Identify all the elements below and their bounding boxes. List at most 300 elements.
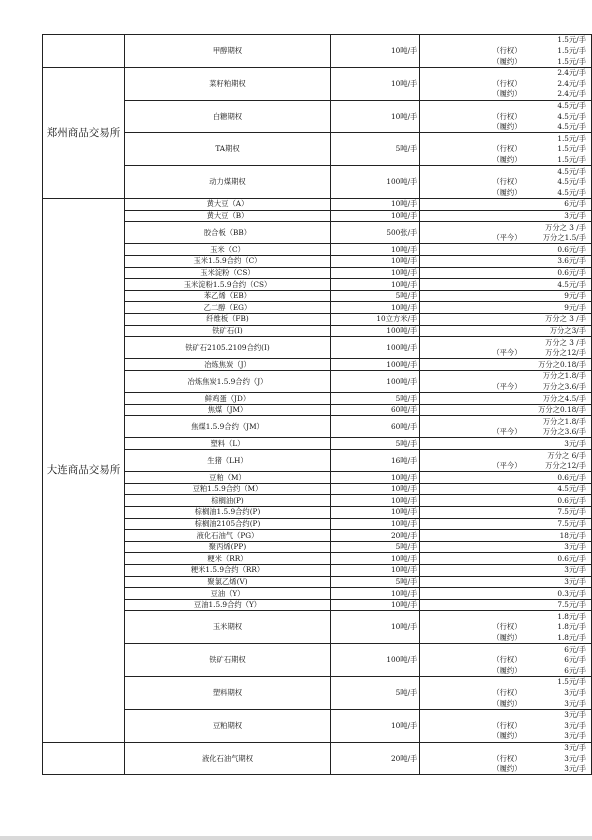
fee-line bbox=[422, 611, 589, 622]
table-row bbox=[43, 416, 592, 438]
fee-cell bbox=[420, 222, 592, 244]
product-name: 豆粕1.5.9合约（M） bbox=[124, 483, 330, 495]
contract-unit: 10吨/手 bbox=[331, 495, 420, 507]
table-row bbox=[43, 210, 592, 222]
fee-line bbox=[422, 211, 589, 222]
fee-qualifier: （行权） bbox=[492, 46, 522, 56]
contract-unit: 100吨/手 bbox=[331, 337, 420, 359]
fee-value: 1.5元/手 bbox=[557, 677, 586, 687]
fee-cell bbox=[420, 576, 592, 588]
fee-value: 3元/手 bbox=[564, 710, 586, 720]
table-row bbox=[43, 588, 592, 600]
table-row bbox=[43, 255, 592, 267]
fee-cell bbox=[420, 541, 592, 553]
fee-line bbox=[422, 111, 589, 122]
fee-value: 万分之3.6/手 bbox=[542, 427, 586, 437]
fee-cell bbox=[420, 100, 592, 133]
fee-line bbox=[422, 35, 589, 46]
product-name: 聚氯乙烯(V) bbox=[124, 576, 330, 588]
fee-qualifier: （平今） bbox=[492, 461, 522, 471]
contract-unit: 10吨/手 bbox=[331, 709, 420, 742]
fee-line bbox=[422, 622, 589, 633]
fee-value: 万分之0.18/手 bbox=[538, 359, 586, 369]
fee-cell bbox=[420, 244, 592, 256]
fee-value: 6元/手 bbox=[564, 644, 586, 654]
fee-qualifier: （行权） bbox=[492, 753, 522, 763]
contract-unit: 5吨/手 bbox=[331, 393, 420, 405]
table-row bbox=[43, 302, 592, 314]
fee-value: 18元/手 bbox=[559, 530, 586, 540]
fee-value: 4.5元/手 bbox=[557, 122, 586, 132]
contract-unit: 10吨/手 bbox=[331, 279, 420, 291]
fee-cell bbox=[420, 495, 592, 507]
fee-line bbox=[422, 427, 589, 438]
product-name: TA期权 bbox=[124, 133, 330, 166]
fee-line bbox=[422, 291, 589, 302]
fee-value: 3元/手 bbox=[564, 753, 586, 763]
table-row bbox=[43, 100, 592, 133]
table-row bbox=[43, 450, 592, 472]
fee-cell bbox=[420, 325, 592, 337]
fee-value: 万分之1.8/手 bbox=[542, 371, 586, 381]
fee-cell bbox=[420, 67, 592, 100]
fee-cell bbox=[420, 588, 592, 600]
fee-value: 3元/手 bbox=[564, 743, 586, 753]
table-row bbox=[43, 404, 592, 416]
contract-unit: 10吨/手 bbox=[331, 100, 420, 133]
table-row bbox=[43, 359, 592, 371]
product-name: 棕榈油1.5.9合约(P) bbox=[124, 507, 330, 519]
contract-unit: 10吨/手 bbox=[331, 255, 420, 267]
product-name: 豆粕（M） bbox=[124, 472, 330, 484]
product-name: 乙二醇（EG） bbox=[124, 302, 330, 314]
fee-line bbox=[422, 710, 589, 721]
fee-qualifier: （行权） bbox=[492, 78, 522, 88]
product-name: 液化石油气（PG） bbox=[124, 530, 330, 542]
fee-cell bbox=[420, 450, 592, 472]
fee-line bbox=[422, 244, 589, 255]
fee-line bbox=[422, 472, 589, 483]
fee-value: 9元/手 bbox=[564, 291, 586, 301]
table-row bbox=[43, 370, 592, 392]
fee-line bbox=[422, 371, 589, 382]
contract-unit: 16吨/手 bbox=[331, 450, 420, 472]
fee-line bbox=[422, 438, 589, 449]
product-name: 棕榈油(P) bbox=[124, 495, 330, 507]
fee-value: 万分之12/手 bbox=[545, 461, 586, 471]
contract-unit: 60吨/手 bbox=[331, 416, 420, 438]
contract-unit: 10吨/手 bbox=[331, 599, 420, 611]
product-name: 焦煤1.5.9合约（JM） bbox=[124, 416, 330, 438]
exchange-name: 郑州商品交易所 bbox=[43, 67, 125, 198]
fee-line bbox=[422, 405, 589, 416]
fee-qualifier: （平今） bbox=[492, 381, 522, 391]
fee-value: 万分之3.6/手 bbox=[542, 381, 586, 391]
table-row bbox=[43, 530, 592, 542]
fee-value: 7.5元/手 bbox=[557, 519, 586, 529]
product-name: 玉米期权 bbox=[124, 611, 330, 644]
fee-cell bbox=[420, 255, 592, 267]
product-name: 豆油（Y） bbox=[124, 588, 330, 600]
table-row bbox=[43, 166, 592, 199]
contract-unit: 10吨/手 bbox=[331, 507, 420, 519]
exchange-name bbox=[43, 35, 125, 68]
fee-line bbox=[422, 565, 589, 576]
table-row bbox=[43, 507, 592, 519]
contract-unit: 10吨/手 bbox=[331, 244, 420, 256]
fee-cell bbox=[420, 290, 592, 302]
fee-value: 0.6元/手 bbox=[557, 472, 586, 482]
product-name: 铁矿石2105.2109合约(I) bbox=[124, 337, 330, 359]
product-name: 菜籽粕期权 bbox=[124, 67, 330, 100]
fee-cell bbox=[420, 472, 592, 484]
product-name: 铁矿石(I) bbox=[124, 325, 330, 337]
fee-value: 1.5元/手 bbox=[557, 56, 586, 66]
product-name: 聚丙烯(PP) bbox=[124, 541, 330, 553]
fee-value: 2.4元/手 bbox=[557, 68, 586, 78]
fee-line bbox=[422, 600, 589, 611]
fee-value: 万分之 3 /手 bbox=[545, 222, 586, 232]
table-row bbox=[43, 709, 592, 742]
fee-value: 3元/手 bbox=[564, 565, 586, 575]
contract-unit: 10吨/手 bbox=[331, 553, 420, 565]
fee-line bbox=[422, 698, 589, 709]
contract-unit: 500张/手 bbox=[331, 222, 420, 244]
table-row bbox=[43, 325, 592, 337]
contract-unit: 10吨/手 bbox=[331, 483, 420, 495]
contract-unit: 100吨/手 bbox=[331, 644, 420, 677]
table-row bbox=[43, 438, 592, 450]
fee-value: 4.5元/手 bbox=[557, 484, 586, 494]
contract-unit: 5吨/手 bbox=[331, 438, 420, 450]
table-row bbox=[43, 676, 592, 709]
fee-value: 0.6元/手 bbox=[557, 495, 586, 505]
fee-line bbox=[422, 199, 589, 210]
contract-unit: 10吨/手 bbox=[331, 267, 420, 279]
fee-line bbox=[422, 665, 589, 676]
fee-value: 4.5元/手 bbox=[557, 187, 586, 197]
fee-value: 6元/手 bbox=[564, 199, 586, 209]
fee-line bbox=[422, 753, 589, 764]
fee-value: 2.4元/手 bbox=[557, 78, 586, 88]
fee-qualifier: （履约） bbox=[492, 155, 522, 165]
product-name: 塑料期权 bbox=[124, 676, 330, 709]
table-row bbox=[43, 35, 592, 68]
table-row bbox=[43, 133, 592, 166]
fee-line bbox=[422, 89, 589, 100]
fee-line bbox=[422, 144, 589, 155]
table-row bbox=[43, 611, 592, 644]
fee-value: 3元/手 bbox=[564, 720, 586, 730]
fee-line bbox=[422, 359, 589, 370]
fee-value: 3元/手 bbox=[564, 211, 586, 221]
fee-qualifier: （行权） bbox=[492, 655, 522, 665]
fee-line bbox=[422, 393, 589, 404]
fee-line bbox=[422, 222, 589, 233]
fee-cell bbox=[420, 210, 592, 222]
fee-line bbox=[422, 577, 589, 588]
fee-value: 7.5元/手 bbox=[557, 507, 586, 517]
fee-line bbox=[422, 187, 589, 198]
fee-value: 4.5元/手 bbox=[557, 177, 586, 187]
fee-line bbox=[422, 314, 589, 325]
fee-line bbox=[422, 553, 589, 564]
fee-cell bbox=[420, 35, 592, 68]
fee-line bbox=[422, 633, 589, 644]
contract-unit: 10吨/手 bbox=[331, 302, 420, 314]
fee-qualifier: （行权） bbox=[492, 144, 522, 154]
fee-value: 万分之1.8/手 bbox=[542, 416, 586, 426]
fee-cell bbox=[420, 611, 592, 644]
fee-line bbox=[422, 302, 589, 313]
fee-cell bbox=[420, 133, 592, 166]
fee-value: 0.6元/手 bbox=[557, 553, 586, 563]
contract-unit: 100吨/手 bbox=[331, 325, 420, 337]
contract-unit: 60吨/手 bbox=[331, 404, 420, 416]
fee-cell bbox=[420, 518, 592, 530]
fee-value: 4.5元/手 bbox=[557, 279, 586, 289]
fee-line bbox=[422, 495, 589, 506]
contract-unit: 20吨/手 bbox=[331, 742, 420, 775]
table-row bbox=[43, 742, 592, 775]
fee-cell bbox=[420, 370, 592, 392]
product-name: 纤维板（FB) bbox=[124, 313, 330, 325]
fee-value: 万分之 3 /手 bbox=[545, 337, 586, 347]
fee-line bbox=[422, 279, 589, 290]
fee-cell bbox=[420, 564, 592, 576]
fee-value: 2.4元/手 bbox=[557, 89, 586, 99]
fee-cell bbox=[420, 279, 592, 291]
contract-unit: 10吨/手 bbox=[331, 67, 420, 100]
fee-value: 1.8元/手 bbox=[557, 622, 586, 632]
fee-value: 1.5元/手 bbox=[557, 133, 586, 143]
fee-line bbox=[422, 507, 589, 518]
contract-unit: 5吨/手 bbox=[331, 133, 420, 166]
fee-cell bbox=[420, 313, 592, 325]
fee-value: 万分之 6/手 bbox=[547, 450, 586, 460]
fee-value: 6元/手 bbox=[564, 665, 586, 675]
contract-unit: 10吨/手 bbox=[331, 472, 420, 484]
table-row bbox=[43, 290, 592, 302]
fee-qualifier: （平今） bbox=[492, 233, 522, 243]
product-name: 苯乙烯（EB） bbox=[124, 290, 330, 302]
contract-unit: 5吨/手 bbox=[331, 541, 420, 553]
contract-unit: 10吨/手 bbox=[331, 588, 420, 600]
product-name: 豆粕期权 bbox=[124, 709, 330, 742]
table-row bbox=[43, 599, 592, 611]
table-row bbox=[43, 267, 592, 279]
product-name: 白糖期权 bbox=[124, 100, 330, 133]
fee-line bbox=[422, 450, 589, 461]
fee-line bbox=[422, 731, 589, 742]
product-name: 铁矿石期权 bbox=[124, 644, 330, 677]
product-name: 玉米淀粉1.5.9合约（CS） bbox=[124, 279, 330, 291]
fee-line bbox=[422, 68, 589, 79]
contract-unit: 5吨/手 bbox=[331, 290, 420, 302]
fee-line bbox=[422, 655, 589, 666]
fee-value: 3.6元/手 bbox=[557, 256, 586, 266]
fee-value: 3元/手 bbox=[564, 438, 586, 448]
product-name: 粳米1.5.9合约（RR） bbox=[124, 564, 330, 576]
product-name: 胶合板（BB） bbox=[124, 222, 330, 244]
fee-line bbox=[422, 46, 589, 57]
contract-unit: 10吨/手 bbox=[331, 35, 420, 68]
fee-value: 万分之3/手 bbox=[549, 325, 586, 335]
fee-value: 4.5元/手 bbox=[557, 166, 586, 176]
contract-unit: 10立方米/手 bbox=[331, 313, 420, 325]
fee-cell bbox=[420, 416, 592, 438]
fee-qualifier: （履约） bbox=[492, 665, 522, 675]
fee-cell bbox=[420, 709, 592, 742]
fee-cell bbox=[420, 267, 592, 279]
fee-cell bbox=[420, 676, 592, 709]
contract-unit: 100吨/手 bbox=[331, 370, 420, 392]
table-row bbox=[43, 244, 592, 256]
fee-line bbox=[422, 122, 589, 133]
fee-qualifier: （行权） bbox=[492, 688, 522, 698]
fee-line bbox=[422, 268, 589, 279]
fee-cell bbox=[420, 337, 592, 359]
fee-line bbox=[422, 688, 589, 699]
table-row bbox=[43, 541, 592, 553]
fee-qualifier: （行权） bbox=[492, 720, 522, 730]
contract-unit: 100吨/手 bbox=[331, 166, 420, 199]
fee-line bbox=[422, 166, 589, 177]
fee-cell bbox=[420, 166, 592, 199]
fee-value: 1.8元/手 bbox=[557, 633, 586, 643]
fee-value: 4.5元/手 bbox=[557, 101, 586, 111]
fee-line bbox=[422, 461, 589, 472]
fee-cell bbox=[420, 644, 592, 677]
product-name: 生猪（LH） bbox=[124, 450, 330, 472]
fee-cell bbox=[420, 553, 592, 565]
fee-value: 7.5元/手 bbox=[557, 600, 586, 610]
fee-value: 1.5元/手 bbox=[557, 46, 586, 56]
fee-value: 1.5元/手 bbox=[557, 144, 586, 154]
fee-qualifier: （履约） bbox=[492, 731, 522, 741]
fee-cell bbox=[420, 359, 592, 371]
contract-unit: 100吨/手 bbox=[331, 359, 420, 371]
fee-cell bbox=[420, 599, 592, 611]
contract-unit: 10吨/手 bbox=[331, 210, 420, 222]
exchange-name: 大连商品交易所 bbox=[43, 198, 125, 742]
table-row bbox=[43, 393, 592, 405]
fee-line bbox=[422, 177, 589, 188]
contract-unit: 10吨/手 bbox=[331, 611, 420, 644]
fee-value: 万分之1.5/手 bbox=[542, 233, 586, 243]
product-name: 玉米1.5.9合约（C） bbox=[124, 255, 330, 267]
table-row bbox=[43, 222, 592, 244]
fee-value: 万分之0.18/手 bbox=[538, 405, 586, 415]
table-row bbox=[43, 564, 592, 576]
viewer-bottom-bar bbox=[0, 836, 592, 840]
fee-cell bbox=[420, 404, 592, 416]
fee-line bbox=[422, 764, 589, 775]
table-row bbox=[43, 198, 592, 210]
fee-qualifier: （履约） bbox=[492, 633, 522, 643]
product-name: 鲜鸡蛋（JD） bbox=[124, 393, 330, 405]
fee-qualifier: （履约） bbox=[492, 764, 522, 774]
table-row bbox=[43, 576, 592, 588]
fee-value: 3元/手 bbox=[564, 577, 586, 587]
table-row bbox=[43, 337, 592, 359]
fee-line bbox=[422, 519, 589, 530]
product-name: 液化石油气期权 bbox=[124, 742, 330, 775]
fee-line bbox=[422, 677, 589, 688]
product-name: 冶炼焦炭（J） bbox=[124, 359, 330, 371]
fee-value: 0.6元/手 bbox=[557, 244, 586, 254]
fee-cell bbox=[420, 530, 592, 542]
table-row bbox=[43, 472, 592, 484]
table-row bbox=[43, 644, 592, 677]
fee-value: 1.5元/手 bbox=[557, 155, 586, 165]
fee-value: 3元/手 bbox=[564, 731, 586, 741]
fee-qualifier: （平今） bbox=[492, 427, 522, 437]
contract-unit: 10吨/手 bbox=[331, 518, 420, 530]
fee-line bbox=[422, 133, 589, 144]
product-name: 粳米（RR） bbox=[124, 553, 330, 565]
fee-line bbox=[422, 233, 589, 244]
fee-value: 0.3元/手 bbox=[557, 588, 586, 598]
exchange-name bbox=[43, 742, 125, 775]
fee-line bbox=[422, 326, 589, 337]
fee-value: 1.5元/手 bbox=[557, 35, 586, 45]
product-name: 焦煤（JM） bbox=[124, 404, 330, 416]
table-row bbox=[43, 553, 592, 565]
product-name: 甲醇期权 bbox=[124, 35, 330, 68]
fee-cell bbox=[420, 438, 592, 450]
fee-cell bbox=[420, 198, 592, 210]
fee-value: 万分之12/手 bbox=[545, 348, 586, 358]
fee-line bbox=[422, 381, 589, 392]
fee-line bbox=[422, 720, 589, 731]
fee-line bbox=[422, 337, 589, 348]
fee-qualifier: （平今） bbox=[492, 348, 522, 358]
table-row bbox=[43, 495, 592, 507]
fee-cell bbox=[420, 507, 592, 519]
table-row bbox=[43, 67, 592, 100]
fee-cell bbox=[420, 742, 592, 775]
fee-value: 3元/手 bbox=[564, 764, 586, 774]
fee-table bbox=[42, 34, 592, 775]
fee-cell bbox=[420, 393, 592, 405]
product-name: 玉米淀粉（CS） bbox=[124, 267, 330, 279]
product-name: 黄大豆（B） bbox=[124, 210, 330, 222]
fee-qualifier: （行权） bbox=[492, 111, 522, 121]
fee-line bbox=[422, 743, 589, 754]
fee-qualifier: （履约） bbox=[492, 56, 522, 66]
fee-value: 6元/手 bbox=[564, 655, 586, 665]
fee-qualifier: （行权） bbox=[492, 177, 522, 187]
contract-unit: 5吨/手 bbox=[331, 676, 420, 709]
table-row bbox=[43, 313, 592, 325]
fee-value: 1.8元/手 bbox=[557, 611, 586, 621]
product-name: 棕榈油2105合约(P) bbox=[124, 518, 330, 530]
contract-unit: 5吨/手 bbox=[331, 576, 420, 588]
fee-value: 3元/手 bbox=[564, 542, 586, 552]
contract-unit: 10吨/手 bbox=[331, 198, 420, 210]
fee-qualifier: （履约） bbox=[492, 122, 522, 132]
product-name: 黄大豆（A） bbox=[124, 198, 330, 210]
fee-line bbox=[422, 155, 589, 166]
fee-line bbox=[422, 644, 589, 655]
table-row bbox=[43, 518, 592, 530]
product-name: 塑料（L） bbox=[124, 438, 330, 450]
product-name: 冶炼焦炭1.5.9合约（J） bbox=[124, 370, 330, 392]
contract-unit: 20吨/手 bbox=[331, 530, 420, 542]
fee-line bbox=[422, 56, 589, 67]
fee-table-body bbox=[43, 35, 592, 775]
